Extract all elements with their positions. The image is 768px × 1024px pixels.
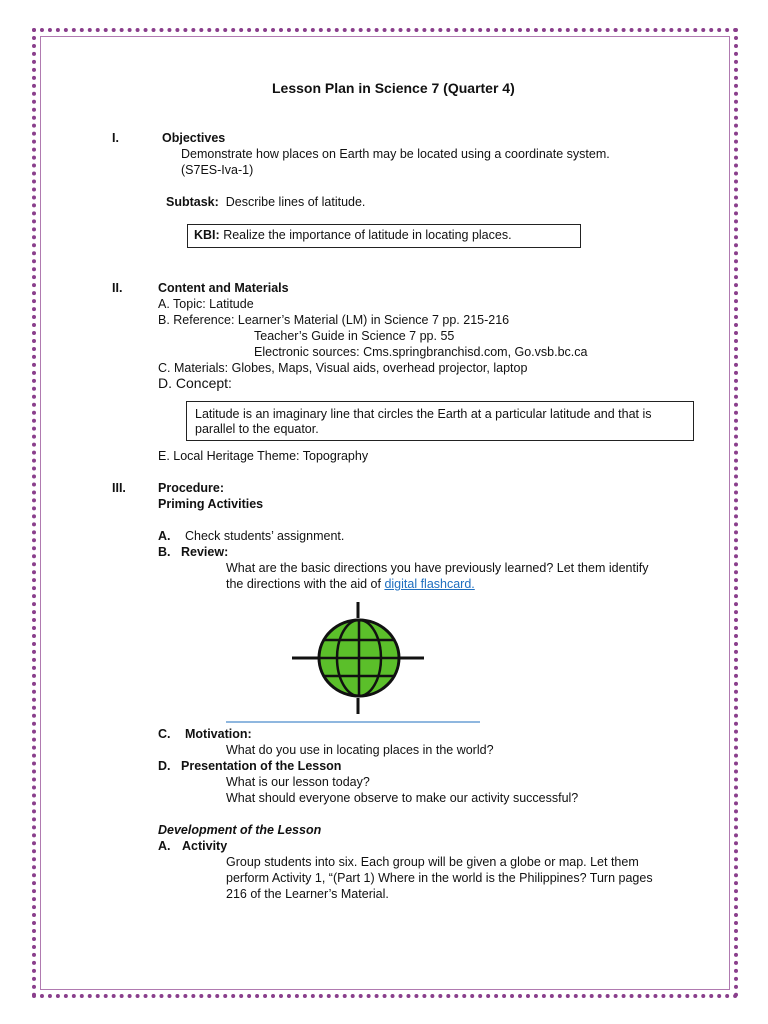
page-border-inner (40, 36, 730, 990)
content-item-a: A. Topic: Latitude (158, 297, 254, 311)
development-heading: Development of the Lesson (158, 823, 322, 837)
section-3-heading: Procedure: (158, 481, 224, 495)
activity-line-1: Group students into six. Each group will be given a globe or map. Let them (226, 855, 639, 869)
content-item-b-line-2: Teacher’s Guide in Science 7 pp. 55 (254, 329, 455, 343)
section-3-number: III. (112, 481, 126, 495)
digital-flashcard-link[interactable]: digital flashcard. (384, 577, 475, 591)
procedure-d-letter: D. (158, 759, 171, 773)
content-item-d: D. Concept: (158, 375, 232, 391)
activity-line-3: 216 of the Learner’s Material. (226, 887, 389, 901)
procedure-a-text: Check students’ assignment. (185, 529, 345, 543)
procedure-c-label: Motivation: (185, 727, 252, 741)
globe-icon (319, 620, 399, 696)
section-1-number: I. (112, 131, 119, 145)
review-line-1: What are the basic directions you have previously learned? Let them identify (226, 561, 649, 575)
procedure-d-label: Presentation of the Lesson (181, 759, 342, 773)
page-title: Lesson Plan in Science 7 (Quarter 4) (272, 80, 515, 96)
objective-line-2: (S7ES-Iva-1) (181, 163, 254, 177)
subtask-row (166, 194, 365, 210)
content-item-e: E. Local Heritage Theme: Topography (158, 449, 369, 463)
procedure-a-letter: A. (158, 529, 171, 543)
globe-compass-image (226, 600, 482, 724)
procedure-b-letter: B. (158, 545, 171, 559)
motivation-text: What do you use in locating places in the world? (226, 743, 494, 757)
section-2-number: II. (112, 281, 123, 295)
section-1-heading: Objectives (162, 131, 226, 145)
kbi-box (187, 224, 581, 248)
concept-text: Latitude is an imaginary line that circles the Earth at a particular latitude and that is parallel to the equator. (195, 407, 652, 436)
content-item-b-line-3: Electronic sources: Cms.springbranchisd.com, Go.vsb.bc.ca (254, 345, 588, 359)
activity-label: Activity (182, 839, 228, 853)
subtask-text: Describe lines of latitude. (225, 195, 366, 209)
activity-letter: A. (158, 839, 171, 853)
objective-line-1: Demonstrate how places on Earth may be located using a coordinate system. (181, 147, 610, 161)
activity-line-2: perform Activity 1, “(Part 1) Where in the world is the Philippines? Turn pages (226, 871, 653, 885)
procedure-b-label: Review: (181, 545, 229, 559)
content-item-c: C. Materials: Globes, Maps, Visual aids, overhead projector, laptop (158, 361, 528, 375)
priming-activities-heading: Priming Activities (158, 497, 264, 511)
concept-box (186, 401, 694, 441)
kbi-label: KBI: (194, 228, 220, 242)
presentation-line-1: What is our lesson today? (226, 775, 370, 789)
procedure-c-letter: C. (158, 727, 171, 741)
presentation-line-2: What should everyone observe to make our activity successful? (226, 791, 579, 805)
content-item-b: B. Reference: Learner’s Material (LM) in Science 7 pp. 215-216 (158, 313, 510, 327)
section-2-heading: Content and Materials (158, 281, 289, 295)
kbi-text: Realize the importance of latitude in locating places. (223, 228, 512, 242)
review-line-2-text: the directions with the aid of (226, 577, 381, 591)
review-line-2 (226, 576, 475, 592)
subtask-label: Subtask: (166, 195, 219, 209)
